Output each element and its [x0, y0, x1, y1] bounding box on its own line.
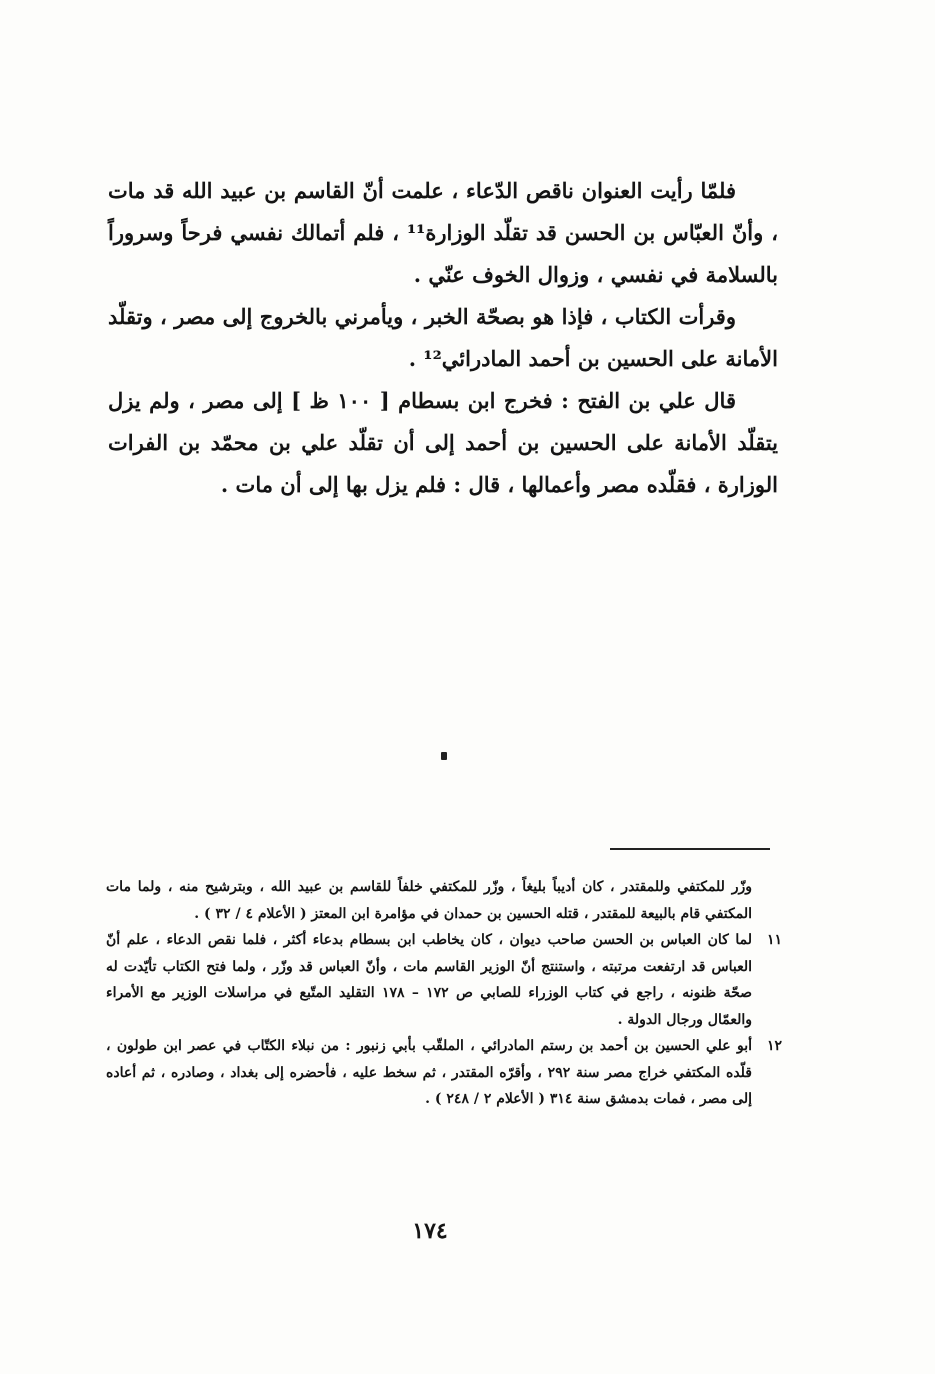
paragraph: وقرأت الكتاب ، فإذا هو بصحّة الخبر ، ويأمرني بالخروج إلى مصر ، وتقلّد الأمانة على الحسين بن أحمد المادرائي¹² .: [108, 304, 778, 371]
ornament-dot: [441, 752, 447, 760]
footnotes: [106, 874, 782, 1113]
footnote-text: أبو علي الحسين بن أحمد بن رستم المادرائي ، الملقّب بأبي زنبور : من نبلاء الكتّاب في عصر ابن طولون ، قلّده المكتفي خراج مصر سنة ٢٩٢ ، وأقرّه المقتدر ، ثم سخط عليه ، فأحضره إلى بغداد ، وصادره ، ثم أعاده إلى مصر ، فمات بدمشق سنة ٣١٤ ( الأعلام ٢ / ٢٤٨ ) .: [106, 1038, 752, 1107]
footnote-number: ١١: [766, 932, 782, 948]
footnote-continuation: وزّر للمكتفي وللمقتدر ، كان أديباً بليغاً ، وزّر للمكتفي خلفاً للقاسم بن عبيد الله ، وبترشيح منه ، ولما مات المكتفي قام بالبيعة للمقتدر ، قتله الحسين بن حمدان في مؤامرة ابن المعتز ( الأعلام ٤ / ٣٢ ) .: [106, 879, 752, 922]
main-text: [108, 170, 778, 506]
paragraph: قال علي بن الفتح : فخرج ابن بسطام [ ١٠٠ ظ ] إلى مصر ، ولم يزل يتقلّد الأمانة على الحسين بن أحمد إلى أن تقلّد علي بن محمّد بن الفرات الوزارة ، فقلّده مصر وأعمالها ، قال : فلم يزل بها إلى أن مات .: [108, 388, 778, 497]
footnote-text: لما كان العباس بن الحسن صاحب ديوان ، كان يخاطب ابن بسطام بدعاء أكثر ، فلما نقص الدعاء ، علم أنّ العباس قد ارتفعت مرتبته ، واستنتج أنّ الوزير القاسم مات ، وأنّ العباس قد وزّر ، ولما فتح الكتاب تأيّدت له صحّة ظنونه ، راجع في كتاب الوزراء للصابي ص ١٧٢ – ١٧٨ التقليد المتّبع في مراسلات الوزير مع الأمراء والعمّال ورجال الدولة .: [106, 932, 753, 1028]
paragraph: فلمّا رأيت العنوان ناقص الدّعاء ، علمت أنّ القاسم بن عبيد الله قد مات ، وأنّ العبّاس بن الحسن قد تقلّد الوزارة¹¹ ، فلم أتمالك نفسي فرحاً وسروراً بالسلامة في نفسي ، وزوال الخوف عنّي .: [108, 178, 778, 287]
footnote-separator: [610, 848, 770, 850]
footnote-number: ١٢: [766, 1038, 782, 1054]
footnote-11: [106, 927, 782, 1033]
page-number: ١٧٤: [412, 1218, 448, 1244]
footnote-12: [106, 1033, 782, 1113]
